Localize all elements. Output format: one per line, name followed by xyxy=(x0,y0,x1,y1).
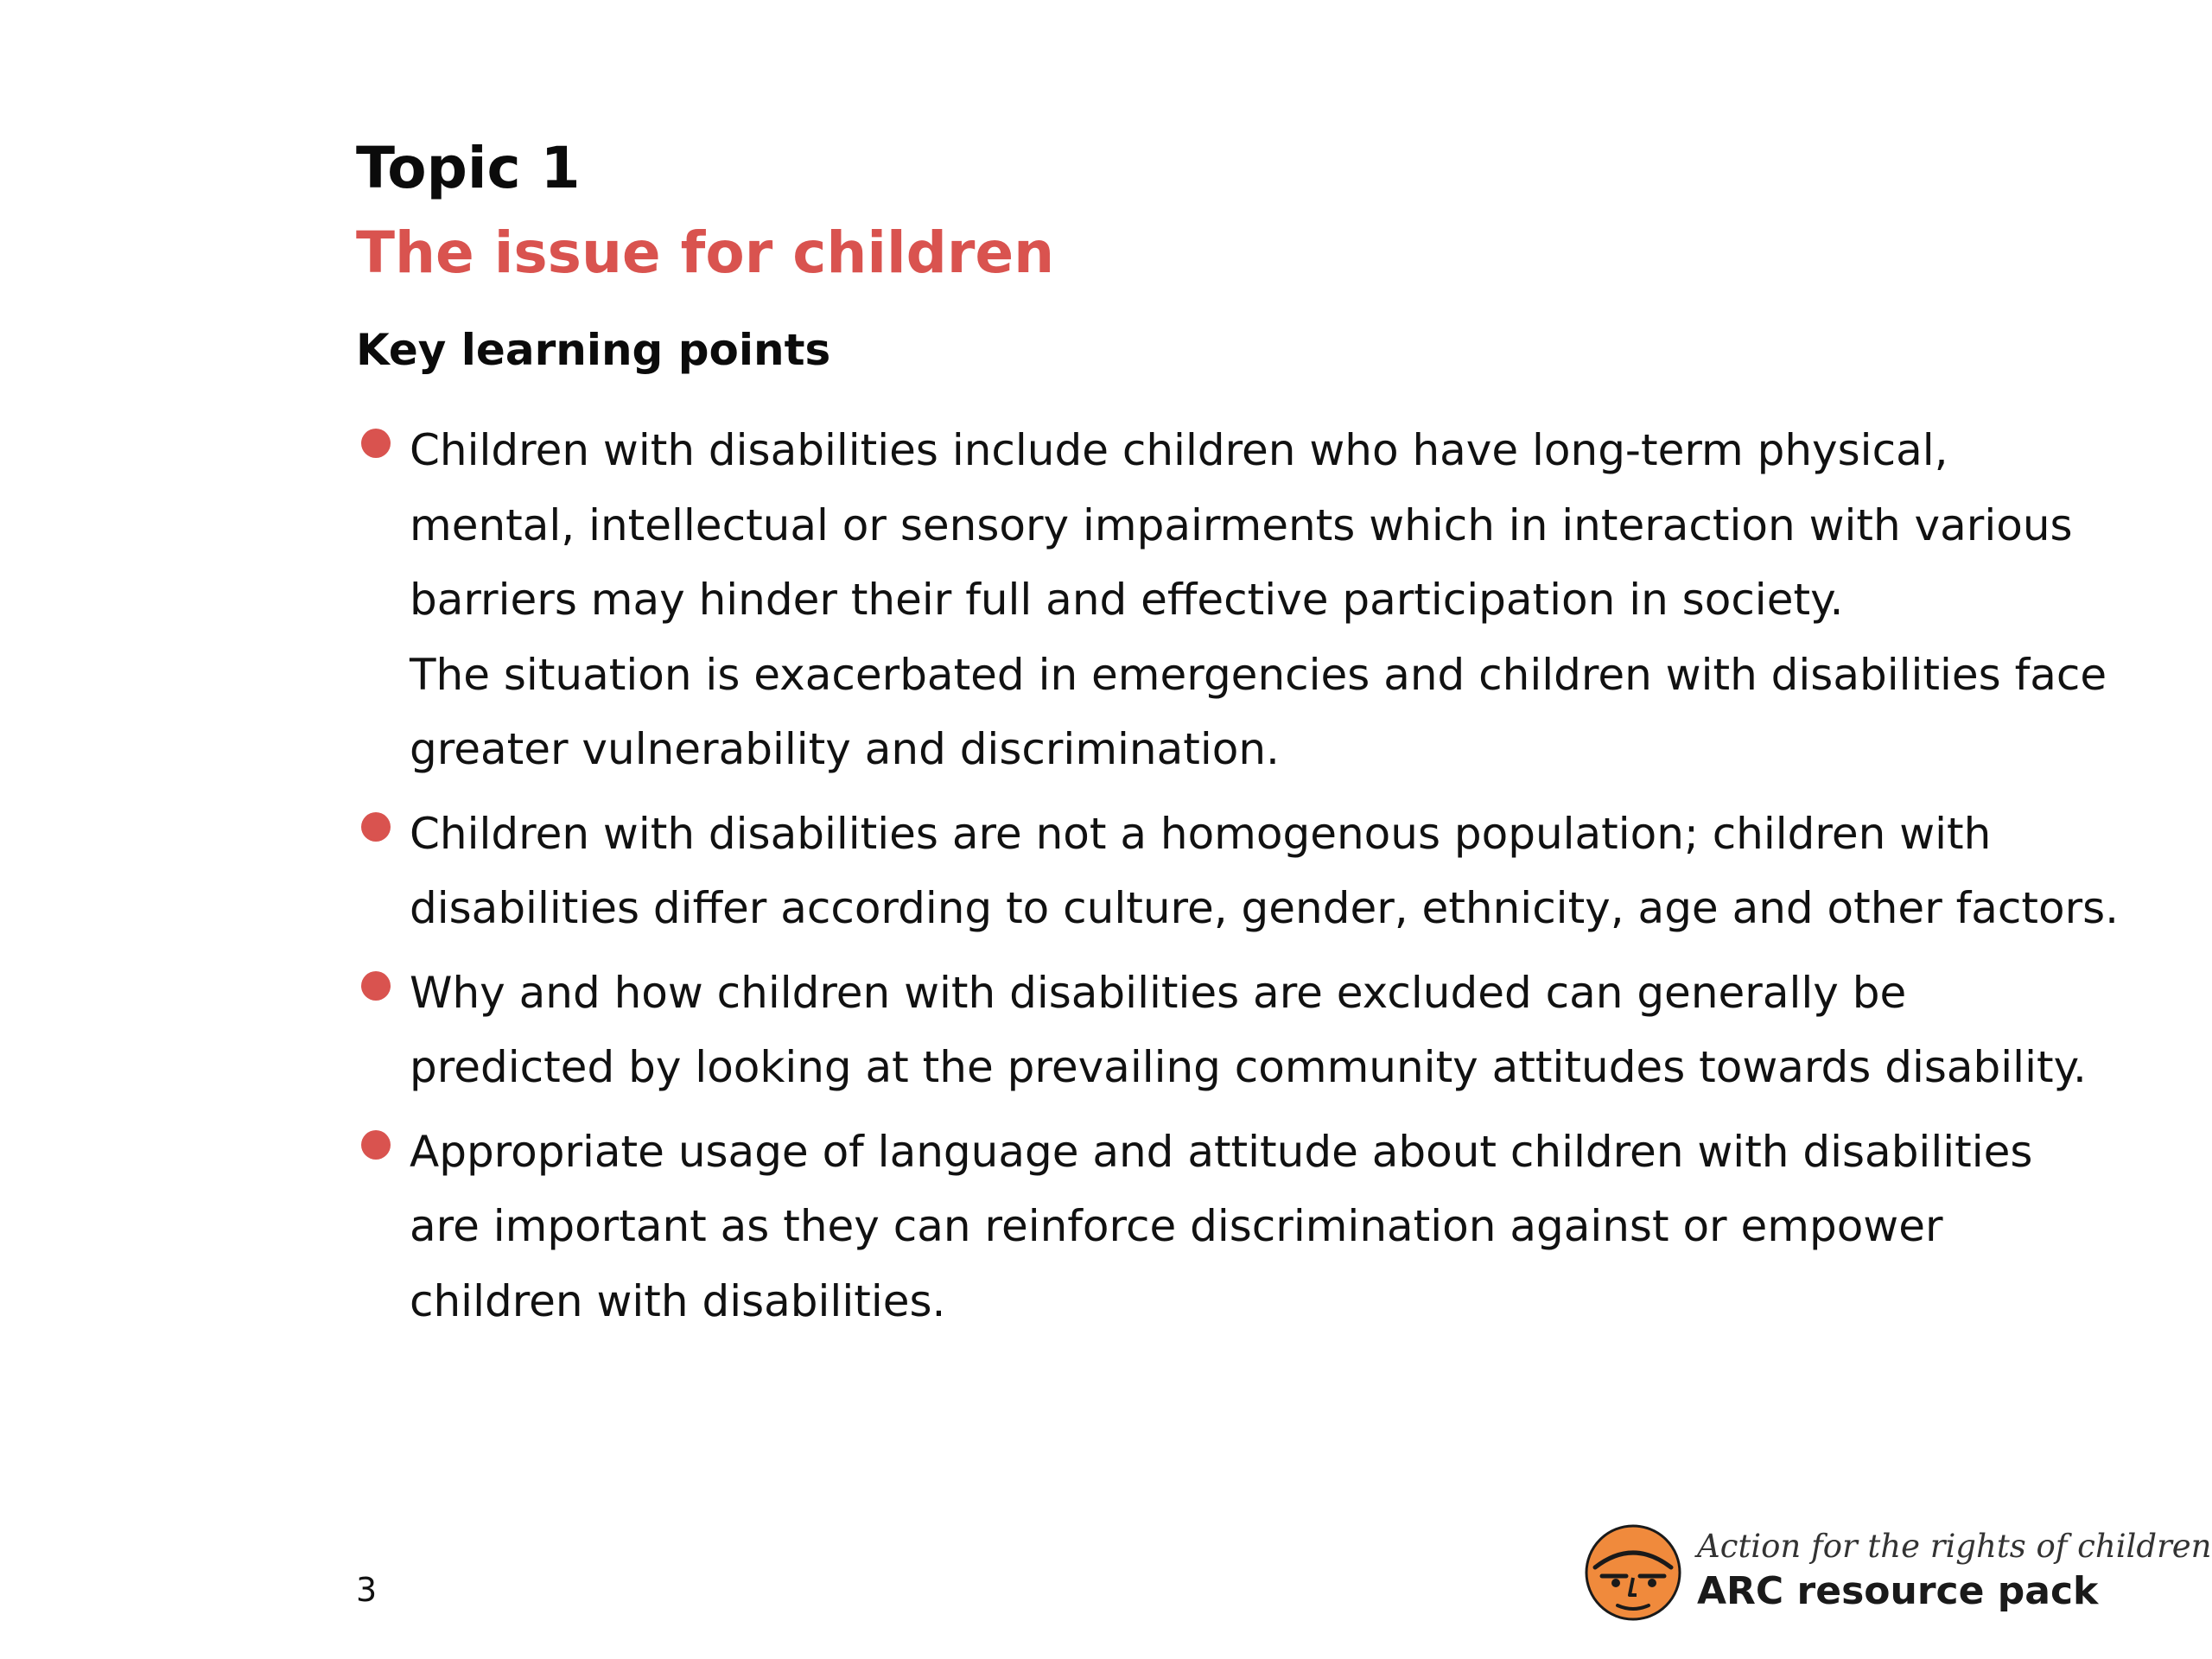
topic-title: The issue for children xyxy=(356,219,1055,286)
point-line: predicted by looking at the prevailing community attitudes towards disability. xyxy=(410,1042,2087,1092)
point-line: The situation is exacerbated in emergencies and children with disabilities face xyxy=(410,649,2107,700)
point-line: greater vulnerability and discrimination. xyxy=(410,724,1280,774)
bullet-icon xyxy=(361,971,391,1001)
list-item xyxy=(356,956,2153,1105)
brand-name: ARC resource pack xyxy=(1697,1569,2099,1613)
topic-label: Topic 1 xyxy=(356,135,581,201)
list-item xyxy=(356,413,2153,787)
point-line: mental, intellectual or sensory impairments which in interaction with various xyxy=(410,499,2073,550)
point-line: Children with disabilities are not a homogenous population; children with xyxy=(410,808,1992,859)
bullet-icon xyxy=(361,1130,391,1160)
point-line: barriers may hinder their full and effective participation in society. xyxy=(410,575,1844,625)
point-line: disabilities differ according to culture, gender, ethnicity, age and other factors. xyxy=(410,883,2120,933)
list-item xyxy=(356,1115,2153,1339)
point-line: are important as they can reinforce discrimination against or empower xyxy=(410,1201,1943,1251)
point-line: children with disabilities. xyxy=(410,1275,946,1326)
bullet-icon xyxy=(361,812,391,842)
point-line: Appropriate usage of language and attitude about children with disabilities xyxy=(410,1126,2033,1177)
point-line: Children with disabilities include children who have long-term physical, xyxy=(410,425,1948,475)
arc-face-logo-icon xyxy=(1583,1522,1683,1623)
section-heading: Key learning points xyxy=(356,325,831,375)
key-learning-points-list xyxy=(356,413,2153,1348)
list-item xyxy=(356,797,2153,946)
brand-footer xyxy=(1583,1522,2212,1626)
page-number: 3 xyxy=(356,1571,378,1609)
brand-tagline: Action for the rights of children xyxy=(1697,1528,2212,1565)
point-line: Why and how children with disabilities are excluded can generally be xyxy=(410,967,1907,1018)
bullet-icon xyxy=(361,429,391,458)
